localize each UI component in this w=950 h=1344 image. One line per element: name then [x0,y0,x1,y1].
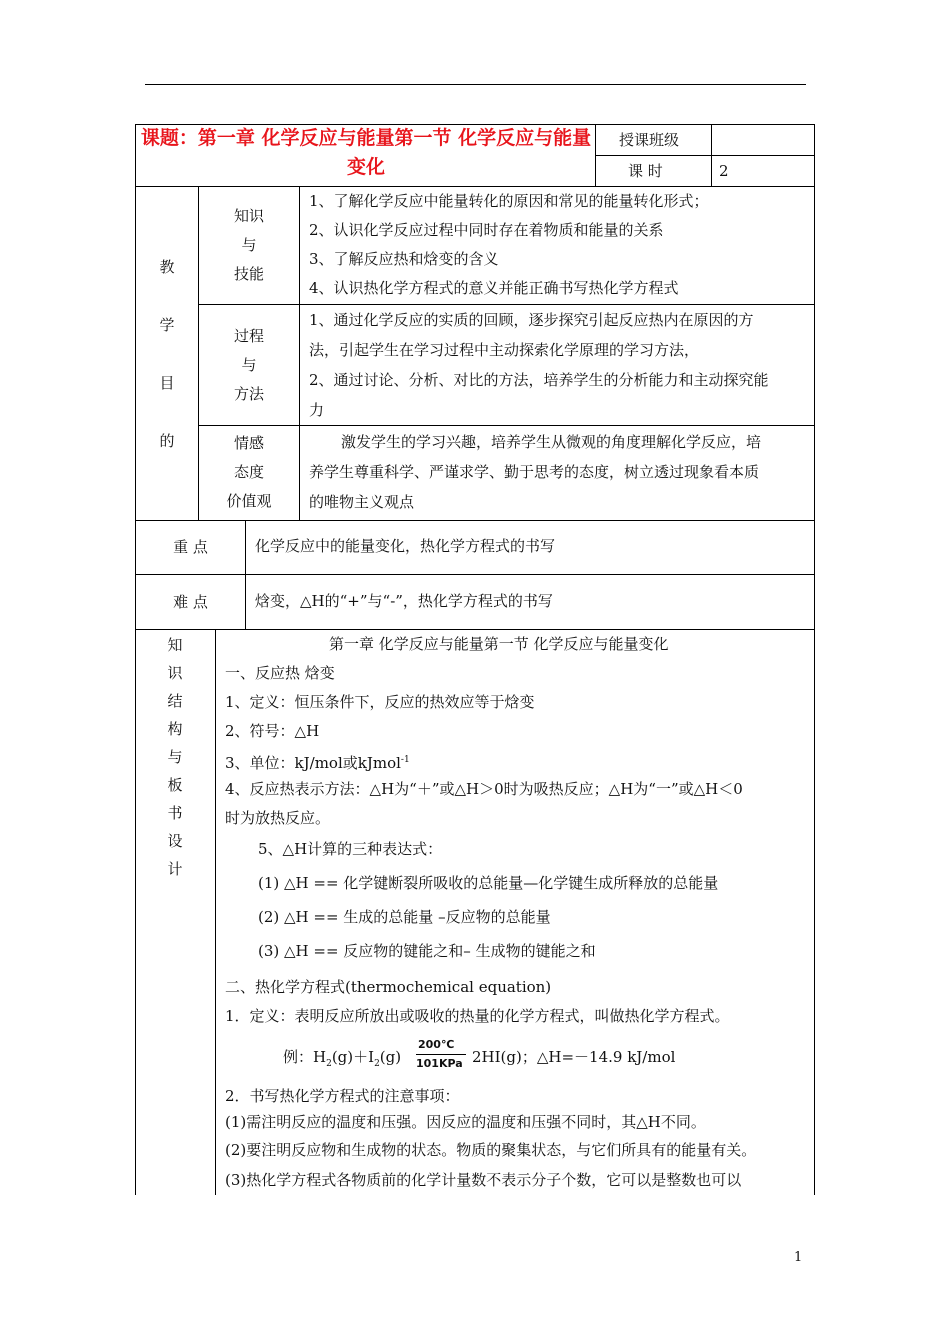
knowledge-item: 2、认识化学反应过程中同时存在着物质和能量的关系 [309,221,664,239]
notes-heading: 2．书写热化学方程式的注意事项： [225,1087,460,1105]
condition-top: 200℃ [418,1038,455,1051]
key-point-text: 化学反应中的能量变化，热化学方程式的书写 [255,537,556,555]
board-char: 书 [167,804,183,822]
emotion-item: 的唯物主义观点 [309,493,415,511]
note-item: (1)需注明反应的温度和压强。因反应的温度和压强不同时，其△H不同。 [225,1113,706,1131]
board-char: 结 [167,692,183,710]
objectives-char: 教 [159,258,175,276]
board-line: (1) △H == 化学键断裂所吸收的总能量—化学键生成所释放的总能量 [258,874,719,892]
unit-text: 3、单位：kJ/mol或kJmol [225,754,401,772]
page-number: 1 [794,1250,803,1265]
board-line: (2) △H == 生成的总能量 –反应物的总能量 [258,908,551,926]
board-line: 2、符号：△H [225,722,320,740]
board-line: 4、反应热表示方法：△H为“＋”或△H＞0时为吸热反应；△H为“一”或△H＜0 [225,780,743,798]
board-line-unit [225,750,410,773]
process-label-line: 过程 [233,327,264,345]
hours-value: 2 [719,162,729,180]
objectives-char: 的 [159,432,175,450]
note-item: (3)热化学方程式各物质前的化学计量数不表示分子个数，它可以是整数也可以 [225,1171,742,1189]
process-item: 1、通过化学反应的实质的回顾，逐步探究引起反应热内在原因的方 [309,311,754,329]
board-char: 与 [167,748,183,766]
knowledge-label-line: 与 [241,236,257,254]
objectives-char: 目 [159,374,175,392]
difficulty-text: 焓变，△H的“+”与“-”，热化学方程式的书写 [255,592,553,610]
equation-reactants: 例：$H_2(g)+I_2(g)$ [283,1048,402,1069]
equation-products: 2HI(g)；△H=－14.9 kJ/mol [472,1048,676,1066]
board-line: 二、热化学方程式(thermochemical equation) [225,978,552,996]
board-line: 5、△H计算的三种表达式： [258,840,443,858]
board-char: 知 [167,636,183,654]
emotion-label-line: 态度 [233,463,264,481]
board-line: (3) △H == 反应物的键能之和– 生成物的键能之和 [258,942,596,960]
process-item: 法，引起学生在学习过程中主动探索化学原理的学习方法， [309,341,700,359]
board-char: 板 [167,776,183,794]
key-point-label: 重 点 [173,538,208,556]
hours-label: 课 时 [628,162,663,180]
knowledge-item: 4、认识热化学方程式的意义并能正确书写热化学方程式 [309,279,679,297]
emotion-label-line: 情感 [233,434,264,452]
board-line: 1、定义：恒压条件下，反应的热效应等于焓变 [225,693,535,711]
emotion-item: 养学生尊重科学、严谨求学、勤于思考的态度，树立透过现象看本质 [309,463,760,481]
process-item: 2、通过讨论、分析、对比的方法，培养学生的分析能力和主动探究能 [309,371,769,389]
board-char: 设 [167,832,183,850]
process-label-line: 方法 [233,385,264,403]
note-item: (2)要注明反应物和生成物的状态。物质的聚集状态，与它们所具有的能量有关。 [225,1141,757,1159]
board-char: 计 [167,860,183,878]
process-item: 力 [309,401,325,419]
unit-superscript: -1 [400,755,410,765]
knowledge-label-line: 技能 [233,265,264,283]
emotion-label-line: 价值观 [226,492,272,510]
class-label: 授课班级 [619,131,680,149]
board-char: 构 [167,720,183,738]
board-char: 识 [167,664,183,682]
objectives-char: 学 [159,316,175,334]
condition-bar [416,1054,466,1055]
emotion-item: 激发学生的学习兴趣，培养学生从微观的角度理解化学反应，培 [341,433,762,451]
board-heading: 第一章 化学反应与能量第一节 化学反应与能量变化 [329,635,669,653]
lesson-title: 课题：第一章 化学反应与能量第一节 化学反应与能量变化 [140,127,592,178]
knowledge-item: 3、了解反应热和焓变的含义 [309,250,499,268]
condition-bottom: 101KPa [416,1057,463,1070]
difficulty-label: 难 点 [173,593,208,611]
board-line: 1．定义：表明反应所放出或吸收的热量的化学方程式，叫做热化学方程式。 [225,1007,730,1025]
knowledge-item: 1、了解化学反应中能量转化的原因和常见的能量转化形式； [309,192,709,210]
process-label-line: 与 [241,356,257,374]
knowledge-label-line: 知识 [233,207,264,225]
board-line: 一、反应热 焓变 [225,664,335,682]
board-line: 时为放热反应。 [225,809,331,827]
header-rule [145,84,806,85]
